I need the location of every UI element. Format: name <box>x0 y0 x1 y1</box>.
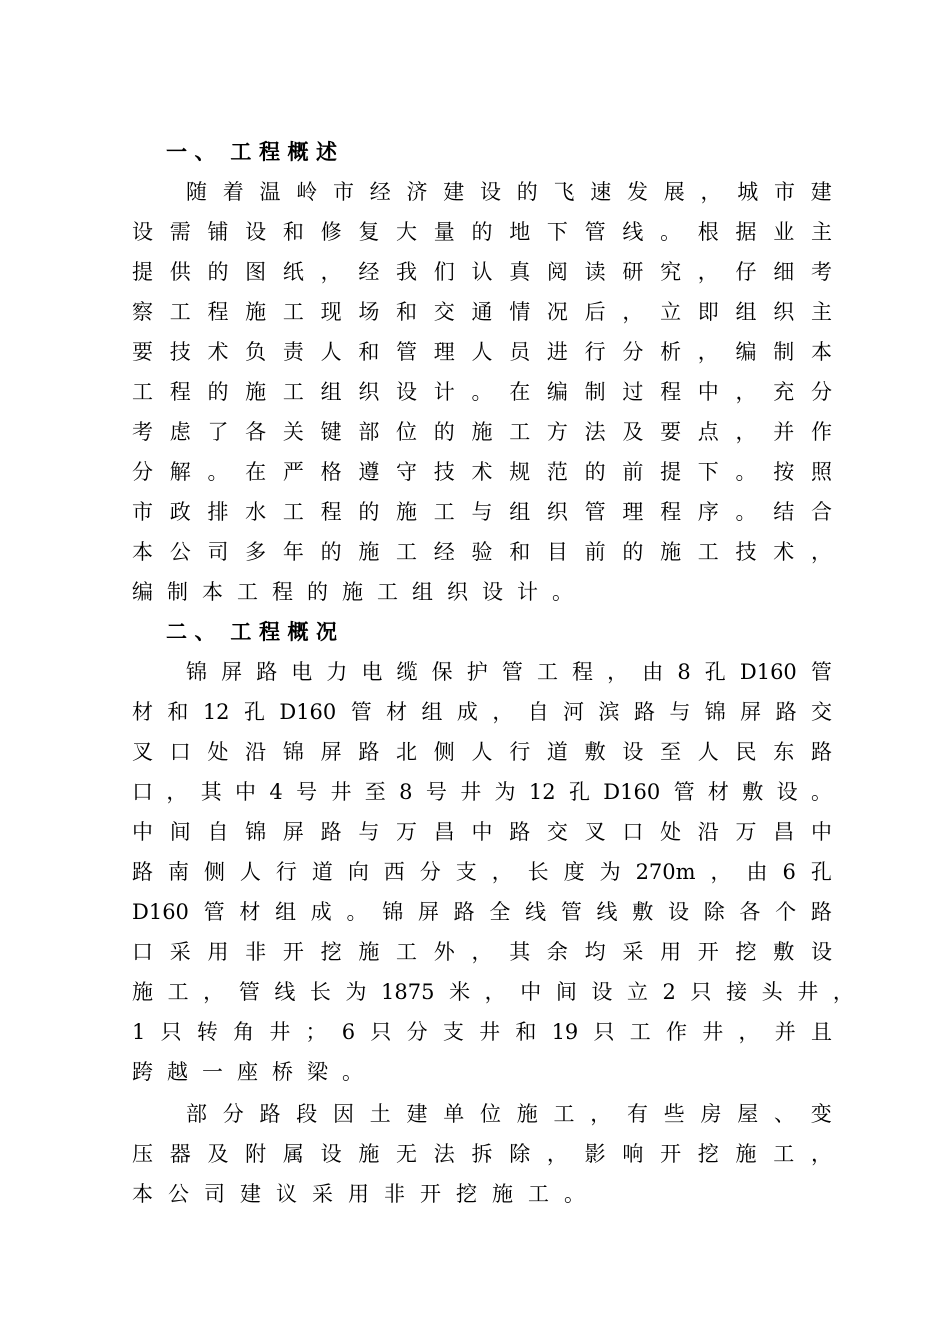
text-line: D160 管 材 组 成 。 锦 屏 路 全 线 管 线 敷 设 除 各 个 路 <box>132 900 832 924</box>
text-line: 压 器 及 附 属 设 施 无 法 拆 除 ， 影 响 开 挖 施 工 ， <box>132 1142 832 1166</box>
text-line: 中 间 自 锦 屏 路 与 万 昌 中 路 交 叉 口 处 沿 万 昌 中 <box>132 820 832 844</box>
text-line: 口 ， 其 中 4 号 井 至 8 号 井 为 12 孔 D160 管 材 敷 设 。 <box>132 780 832 804</box>
text-line: 市 政 排 水 工 程 的 施 工 与 组 织 管 理 程 序 。 结 合 <box>132 500 832 524</box>
text-line: 提 供 的 图 纸 ， 经 我 们 认 真 阅 读 研 究 ， 仔 细 考 <box>132 260 832 284</box>
text-line: 口 采 用 非 开 挖 施 工 外 ， 其 余 均 采 用 开 挖 敷 设 <box>132 940 832 964</box>
text-line: 编制本工程的施工组织设计。 <box>132 580 587 604</box>
text-line: 材 和 12 孔 D160 管 材 组 成 ， 自 河 滨 路 与 锦 屏 路 交 <box>132 700 832 724</box>
text-line: 察 工 程 施 工 现 场 和 交 通 情 况 后 ， 立 即 组 织 主 <box>132 300 832 324</box>
text-line: 本公司建议采用非开挖施工。 <box>132 1182 600 1206</box>
text-line: 随 着 温 岭 市 经 济 建 设 的 飞 速 发 展 ， 城 市 建 <box>186 180 832 204</box>
text-line: 要 技 术 负 责 人 和 管 理 人 员 进 行 分 析 ， 编 制 本 <box>132 340 832 364</box>
section-2-heading: 二 、 工 程 概 况 <box>166 619 338 644</box>
text-line: 叉 口 处 沿 锦 屏 路 北 侧 人 行 道 敷 设 至 人 民 东 路 <box>132 740 832 764</box>
text-line: 设 需 铺 设 和 修 复 大 量 的 地 下 管 线 。 根 据 业 主 <box>132 220 832 244</box>
text-line: 锦 屏 路 电 力 电 缆 保 护 管 工 程 ， 由 8 孔 D160 管 <box>186 660 832 684</box>
text-line: 施 工 ， 管 线 长 为 1875 米 ， 中 间 设 立 2 只 接 头 井 ， <box>132 980 854 1004</box>
text-line: 跨越一座桥梁。 <box>132 1060 377 1084</box>
text-line: 考 虑 了 各 关 键 部 位 的 施 工 方 法 及 要 点 ， 并 作 <box>132 420 832 444</box>
text-line: 1 只 转 角 井 ； 6 只 分 支 井 和 19 只 工 作 井 ， 并 且 <box>132 1020 832 1044</box>
text-line: 部 分 路 段 因 土 建 单 位 施 工 ， 有 些 房 屋 、 变 <box>186 1102 832 1126</box>
text-line: 本 公 司 多 年 的 施 工 经 验 和 目 前 的 施 工 技 术 ， <box>132 540 832 564</box>
text-line: 工 程 的 施 工 组 织 设 计 。 在 编 制 过 程 中 ， 充 分 <box>132 380 832 404</box>
text-line: 分 解 。 在 严 格 遵 守 技 术 规 范 的 前 提 下 。 按 照 <box>132 460 832 484</box>
text-line: 路 南 侧 人 行 道 向 西 分 支 ， 长 度 为 270m ， 由 6 孔 <box>132 860 832 884</box>
section-1-heading: 一 、 工 程 概 述 <box>166 139 338 164</box>
